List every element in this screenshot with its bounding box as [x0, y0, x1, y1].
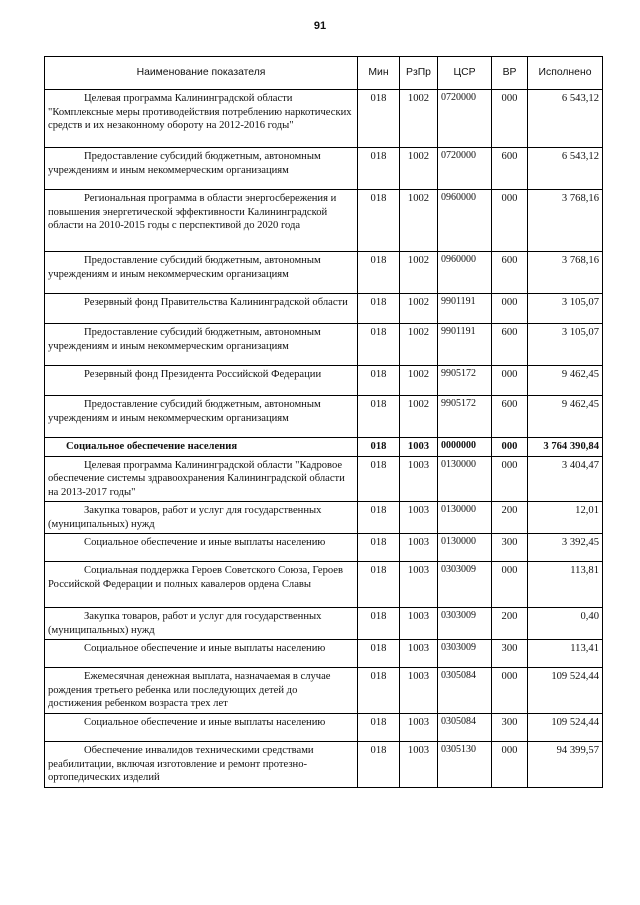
row-rzpr: 1002: [400, 366, 438, 396]
row-csr: 0305084: [438, 668, 492, 714]
row-min: 018: [358, 714, 400, 742]
row-rzpr: 1002: [400, 324, 438, 366]
row-min: 018: [358, 148, 400, 190]
row-name: Региональная программа в области энергосбережения и повышения энергетической эффективности Калининградской области на 2010-2015 годы с перспективой до 2020 года: [45, 190, 358, 252]
row-done: 6 543,12: [528, 90, 603, 148]
row-done: 113,41: [528, 640, 603, 668]
row-done: 3 105,07: [528, 324, 603, 366]
table-row: [45, 148, 603, 190]
row-csr: 0305130: [438, 742, 492, 788]
row-vr: 300: [492, 640, 528, 668]
row-min: 018: [358, 190, 400, 252]
table-row: [45, 640, 603, 668]
row-csr: 0130000: [438, 456, 492, 502]
row-vr: 000: [492, 438, 528, 457]
row-csr: 0303009: [438, 608, 492, 640]
row-vr: 600: [492, 396, 528, 438]
row-min: 018: [358, 252, 400, 294]
row-csr: 0720000: [438, 148, 492, 190]
header-done: Исполнено: [528, 57, 603, 90]
row-name: Закупка товаров, работ и услуг для государственных (муниципальных) нужд: [45, 502, 358, 534]
row-min: 018: [358, 456, 400, 502]
table-row: [45, 396, 603, 438]
row-rzpr: 1003: [400, 640, 438, 668]
row-rzpr: 1003: [400, 668, 438, 714]
table-row: [45, 252, 603, 294]
row-name: Предоставление субсидий бюджетным, автономным учреждениям и иным некоммерческим организациям: [45, 252, 358, 294]
row-min: 018: [358, 90, 400, 148]
row-rzpr: 1002: [400, 396, 438, 438]
row-csr: 0000000: [438, 438, 492, 457]
row-csr: 0960000: [438, 252, 492, 294]
row-vr: 000: [492, 742, 528, 788]
budget-execution-table: [44, 56, 603, 788]
row-min: 018: [358, 294, 400, 324]
row-done: 109 524,44: [528, 714, 603, 742]
row-vr: 000: [492, 366, 528, 396]
row-name: Целевая программа Калининградской области "Кадровое обеспечение системы здравоохранения Калининградской области на 2013-2017 годы": [45, 456, 358, 502]
row-csr: 0305084: [438, 714, 492, 742]
row-done: 0,40: [528, 608, 603, 640]
row-name: Социальное обеспечение и иные выплаты населению: [45, 714, 358, 742]
row-vr: 000: [492, 668, 528, 714]
row-name: Резервный фонд Президента Российской Федерации: [45, 366, 358, 396]
table-row: [45, 714, 603, 742]
table-row: [45, 366, 603, 396]
row-done: 3 768,16: [528, 190, 603, 252]
row-name: Социальная поддержка Героев Советского Союза, Героев Российской Федерации и полных кавалеров ордена Славы: [45, 562, 358, 608]
row-done: 3 768,16: [528, 252, 603, 294]
header-rzpr: РзПр: [400, 57, 438, 90]
table-row: [45, 502, 603, 534]
header-csr: ЦСР: [438, 57, 492, 90]
row-min: 018: [358, 668, 400, 714]
row-name: Социальное обеспечение и иные выплаты населению: [45, 640, 358, 668]
row-rzpr: 1003: [400, 456, 438, 502]
row-csr: 0303009: [438, 562, 492, 608]
row-rzpr: 1002: [400, 190, 438, 252]
row-min: 018: [358, 502, 400, 534]
row-vr: 600: [492, 252, 528, 294]
table-row: [45, 608, 603, 640]
table-row: [45, 190, 603, 252]
row-csr: 9901191: [438, 294, 492, 324]
row-min: 018: [358, 562, 400, 608]
table-row: [45, 668, 603, 714]
row-rzpr: 1003: [400, 562, 438, 608]
row-csr: 9905172: [438, 366, 492, 396]
table-row: [45, 90, 603, 148]
row-vr: 000: [492, 90, 528, 148]
row-csr: 9905172: [438, 396, 492, 438]
row-vr: 000: [492, 456, 528, 502]
row-rzpr: 1003: [400, 608, 438, 640]
row-name: Предоставление субсидий бюджетным, автономным учреждениям и иным некоммерческим организациям: [45, 148, 358, 190]
row-vr: 200: [492, 608, 528, 640]
row-name: Социальное обеспечение и иные выплаты населению: [45, 534, 358, 562]
table-row: [45, 456, 603, 502]
row-rzpr: 1003: [400, 714, 438, 742]
row-rzpr: 1002: [400, 148, 438, 190]
row-done: 109 524,44: [528, 668, 603, 714]
row-rzpr: 1002: [400, 252, 438, 294]
row-vr: 300: [492, 714, 528, 742]
row-csr: 0960000: [438, 190, 492, 252]
table-row-section: [45, 438, 603, 457]
row-min: 018: [358, 366, 400, 396]
row-name: Целевая программа Калининградской области "Комплексные меры противодействия потреблению наркотических средств и их незаконному обороту на 2012-2016 годы": [45, 90, 358, 148]
header-name: Наименование показателя: [45, 57, 358, 90]
row-done: 9 462,45: [528, 396, 603, 438]
row-done: 3 105,07: [528, 294, 603, 324]
row-rzpr: 1003: [400, 502, 438, 534]
row-min: 018: [358, 396, 400, 438]
table-row: [45, 742, 603, 788]
table-row: [45, 534, 603, 562]
row-name: Предоставление субсидий бюджетным, автономным учреждениям и иным некоммерческим организациям: [45, 396, 358, 438]
row-done: 3 392,45: [528, 534, 603, 562]
header-min: Мин: [358, 57, 400, 90]
row-name: Социальное обеспечение населения: [45, 438, 358, 457]
row-csr: 0303009: [438, 640, 492, 668]
page-number: 91: [313, 20, 327, 32]
row-done: 3 764 390,84: [528, 438, 603, 457]
row-csr: 0720000: [438, 90, 492, 148]
table-row: [45, 294, 603, 324]
header-vr: ВР: [492, 57, 528, 90]
row-csr: 0130000: [438, 502, 492, 534]
row-min: 018: [358, 640, 400, 668]
row-rzpr: 1003: [400, 534, 438, 562]
row-done: 3 404,47: [528, 456, 603, 502]
table-header-row: [45, 57, 603, 90]
row-min: 018: [358, 742, 400, 788]
row-rzpr: 1003: [400, 742, 438, 788]
table-row: [45, 562, 603, 608]
row-rzpr: 1002: [400, 90, 438, 148]
row-csr: 9901191: [438, 324, 492, 366]
row-min: 018: [358, 324, 400, 366]
row-vr: 000: [492, 190, 528, 252]
row-vr: 200: [492, 502, 528, 534]
row-min: 018: [358, 438, 400, 457]
row-name: Закупка товаров, работ и услуг для государственных (муниципальных) нужд: [45, 608, 358, 640]
row-min: 018: [358, 534, 400, 562]
row-vr: 000: [492, 294, 528, 324]
row-done: 94 399,57: [528, 742, 603, 788]
table-row: [45, 324, 603, 366]
row-rzpr: 1002: [400, 294, 438, 324]
row-vr: 600: [492, 148, 528, 190]
row-min: 018: [358, 608, 400, 640]
row-done: 12,01: [528, 502, 603, 534]
row-vr: 300: [492, 534, 528, 562]
row-name: Обеспечение инвалидов техническими средствами реабилитации, включая изготовление и ремонт протезно-ортопедических изделий: [45, 742, 358, 788]
row-csr: 0130000: [438, 534, 492, 562]
row-name: Резервный фонд Правительства Калининградской области: [45, 294, 358, 324]
row-name: Ежемесячная денежная выплата, назначаемая в случае рождения третьего ребенка или последующих детей до достижения ребенком возраста трех лет: [45, 668, 358, 714]
row-vr: 000: [492, 562, 528, 608]
row-done: 6 543,12: [528, 148, 603, 190]
row-vr: 600: [492, 324, 528, 366]
row-done: 113,81: [528, 562, 603, 608]
row-done: 9 462,45: [528, 366, 603, 396]
row-rzpr: 1003: [400, 438, 438, 457]
row-name: Предоставление субсидий бюджетным, автономным учреждениям и иным некоммерческим организациям: [45, 324, 358, 366]
